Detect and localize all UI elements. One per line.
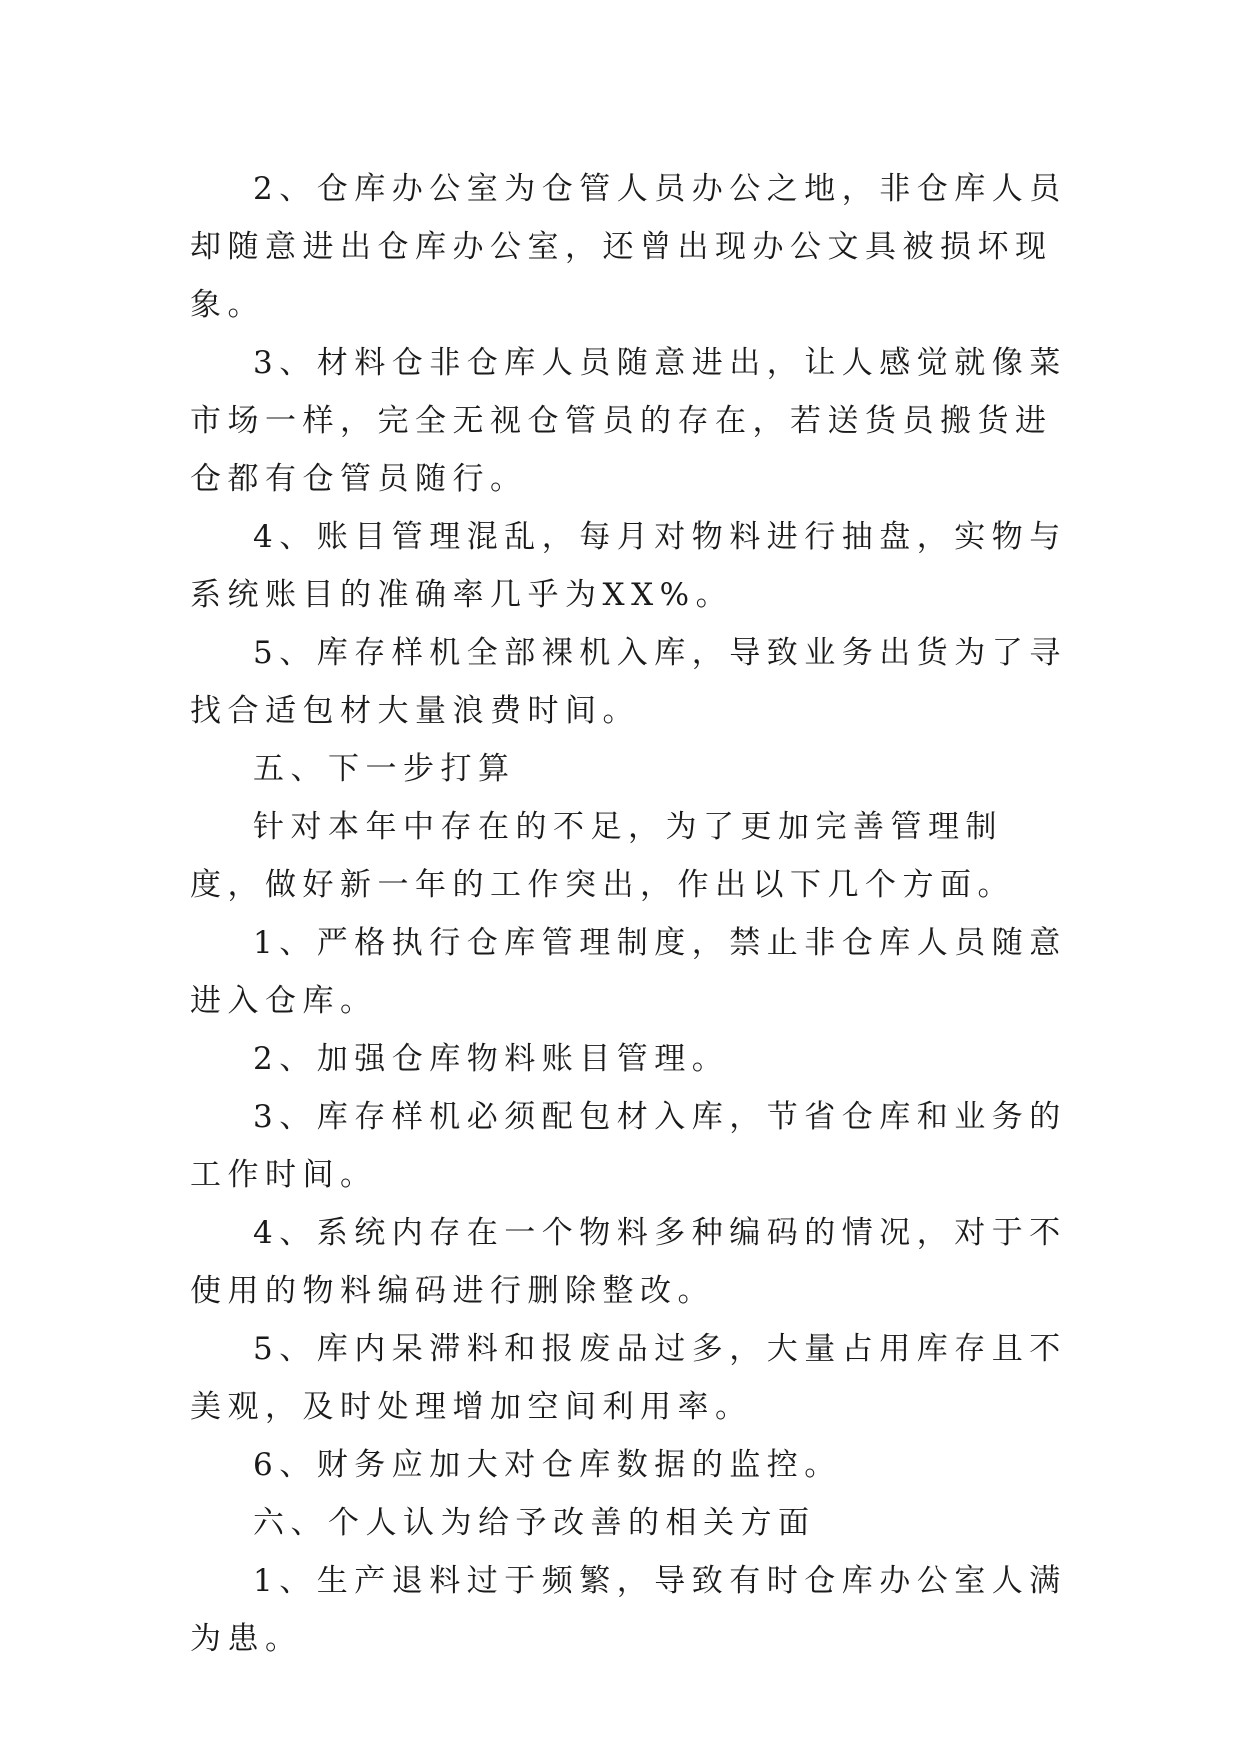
paragraph: 2、加强仓库物料账目管理。 <box>253 1041 730 1077</box>
paragraph: 针对本年中存在的不足，为了更加完善管理制度，做好新一年的工作突出，作出以下几个方面。 <box>190 809 1015 903</box>
paragraph: 3、材料仓非仓库人员随意进出，让人感觉就像菜市场一样，完全无视仓管员的存在，若送货员搬货进仓都有仓管员随行。 <box>190 345 1067 497</box>
paragraph: 4、系统内存在一个物料多种编码的情况，对于不使用的物料编码进行删除整改。 <box>190 1215 1067 1309</box>
section-heading: 六、个人认为给予改善的相关方面 <box>253 1505 816 1541</box>
paragraph: 5、库内呆滞料和报废品过多，大量占用库存且不美观，及时处理增加空间利用率。 <box>190 1331 1067 1425</box>
document-body <box>190 160 1070 1668</box>
section-heading: 五、下一步打算 <box>253 751 516 787</box>
paragraph: 3、库存样机必须配包材入库，节省仓库和业务的工作时间。 <box>190 1099 1067 1193</box>
paragraph: 5、库存样机全部裸机入库，导致业务出货为了寻找合适包材大量浪费时间。 <box>190 635 1067 729</box>
paragraph: 2、仓库办公室为仓管人员办公之地，非仓库人员却随意进出仓库办公室，还曾出现办公文具被损坏现象。 <box>190 171 1067 323</box>
paragraph: 6、财务应加大对仓库数据的监控。 <box>253 1447 842 1483</box>
paragraph: 1、严格执行仓库管理制度，禁止非仓库人员随意进入仓库。 <box>190 925 1067 1019</box>
paragraph: 1、生产退料过于频繁，导致有时仓库办公室人满为患。 <box>190 1563 1067 1657</box>
paragraph: 4、账目管理混乱，每月对物料进行抽盘，实物与系统账目的准确率几乎为XX%。 <box>190 519 1067 613</box>
